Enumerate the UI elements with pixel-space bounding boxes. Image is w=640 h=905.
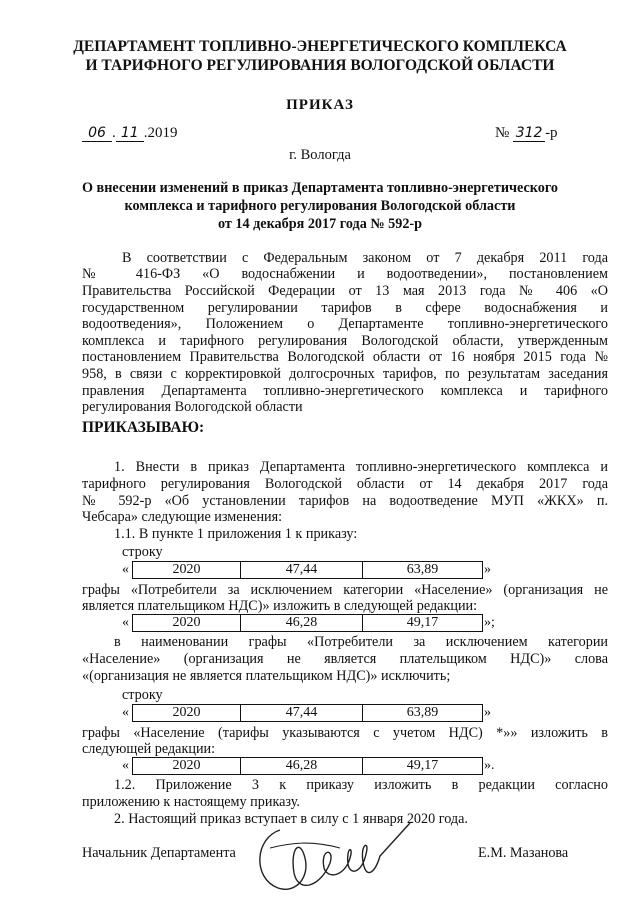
- item1-line: тарифного регулирования Вологодской области от 14 декабря 2017 года: [82, 476, 608, 492]
- item1-2-line: приложению к настоящему приказу.: [82, 794, 300, 810]
- quote-open: «: [122, 758, 129, 773]
- text-b-line: «(организация не является плательщиком НДС)» исключить;: [82, 668, 451, 684]
- cell-year: 2020: [133, 705, 241, 721]
- quote-close: »: [484, 562, 491, 577]
- subject-line1: О внесении изменений в приказ Департамента топливно-энергетического: [81, 180, 559, 196]
- quote-open: «: [122, 562, 129, 577]
- preamble-line: № 416-ФЗ «О водоснабжении и водоотведении», постановлением: [82, 266, 608, 282]
- quote-close: ».: [484, 758, 495, 773]
- preamble-line: водоотведения», Положением о Департаменте топливно-энергетического: [82, 316, 608, 332]
- cell-value1: 46,28: [241, 615, 363, 631]
- document-type: ПРИКАЗ: [286, 97, 354, 113]
- city: г. Вологда: [289, 147, 351, 163]
- quote-open: «: [122, 615, 129, 630]
- quote-close: »: [484, 705, 491, 720]
- item1-2-line: 1.2. Приложение 3 к приказу изложить в редакции согласно: [114, 777, 608, 793]
- text-a-line: графы «Потребители за исключением категории «Население» (организация не: [82, 582, 608, 598]
- date-month: 11: [116, 125, 144, 142]
- cell-value2: 63,89: [406, 705, 439, 720]
- number-value: 312: [513, 125, 545, 142]
- signature-position: Начальник Департамента: [82, 845, 236, 861]
- cell-year: 2020: [133, 758, 241, 774]
- text-b-line: в наименовании графы «Потребители за исключением категории: [114, 634, 608, 650]
- date-day: 06: [82, 125, 112, 142]
- preamble-line: постановлением Правительства Вологодской области от 16 ноября 2015 года №: [82, 349, 608, 365]
- preamble-line: регулирования Вологодской области: [82, 399, 303, 415]
- text-a-line: является плательщиком НДС)» изложить в следующей редакции:: [82, 598, 478, 614]
- word-stroku: строку: [122, 687, 163, 703]
- preamble-line: В соответствии с Федеральным законом от 7 декабря 2011 года: [122, 250, 608, 266]
- date-year: .2019: [143, 125, 178, 141]
- preamble-line: Правительства Российской Федерации от 13 мая 2013 года № 406 «О: [82, 283, 608, 299]
- number-sign: №: [495, 125, 510, 141]
- date: 06 . 11 .2019: [82, 125, 178, 142]
- item1-line: Чебсара» следующие изменения:: [82, 509, 283, 525]
- item2: 2. Настоящий приказ вступает в силу с 1 января 2020 года.: [114, 811, 468, 827]
- preamble-line: комплекса и тарифного регулирования Вологодской области, утвержденным: [82, 333, 608, 349]
- number-suffix: -р: [545, 125, 558, 141]
- org-name-line2: И ТАРИФНОГО РЕГУЛИРОВАНИЯ ВОЛОГОДСКОЙ ОБЛАСТИ: [85, 57, 555, 74]
- cell-value1: 47,44: [241, 562, 363, 578]
- signature-name: Е.М. Мазанова: [478, 845, 569, 861]
- text-c-line: графы «Население (тарифы указываются с учетом НДС) *»» изложить в: [82, 725, 608, 741]
- quote-open: «: [122, 705, 129, 720]
- preamble-line: 958, в связи с корректировкой долгосрочных тарифов, по результатам заседания: [82, 366, 608, 382]
- document-number: [495, 125, 558, 142]
- text-b-line: «Население» (организация не является плательщиком НДС)» слова: [82, 651, 608, 667]
- text-c-line: следующей редакции:: [82, 741, 216, 757]
- cell-year: 2020: [133, 562, 241, 578]
- cell-year: 2020: [133, 615, 241, 631]
- cell-value1: 46,28: [241, 758, 363, 774]
- order-word: ПРИКАЗЫВАЮ:: [82, 419, 205, 436]
- item1-line: 1. Внести в приказ Департамента топливно-энергетического комплекса и: [114, 459, 608, 475]
- cell-value2: 63,89: [406, 562, 439, 577]
- word-stroku: строку: [122, 544, 163, 560]
- item1-line: № 592-р «Об установлении тарифов на водоотведение МУП «ЖКХ» п.: [82, 493, 608, 509]
- cell-value2: 49,17: [406, 758, 439, 773]
- subject-line3: от 14 декабря 2017 года № 592-р: [217, 216, 423, 232]
- quote-close: »;: [484, 615, 495, 630]
- subject-line2: комплекса и тарифного регулирования Вологодской области: [124, 198, 516, 214]
- preamble-line: правления Департамента топливно-энергетического комплекса и тарифного: [82, 383, 608, 399]
- preamble-line: государственном регулировании тарифов в сфере водоснабжения и: [82, 300, 608, 316]
- org-name-line1: ДЕПАРТАМЕНТ ТОПЛИВНО-ЭНЕРГЕТИЧЕСКОГО КОМПЛЕКСА: [73, 38, 567, 55]
- handwritten-signature: [250, 818, 430, 898]
- cell-value2: 49,17: [406, 615, 439, 630]
- item1-1: 1.1. В пункте 1 приложения 1 к приказу:: [114, 526, 358, 542]
- cell-value1: 47,44: [241, 705, 363, 721]
